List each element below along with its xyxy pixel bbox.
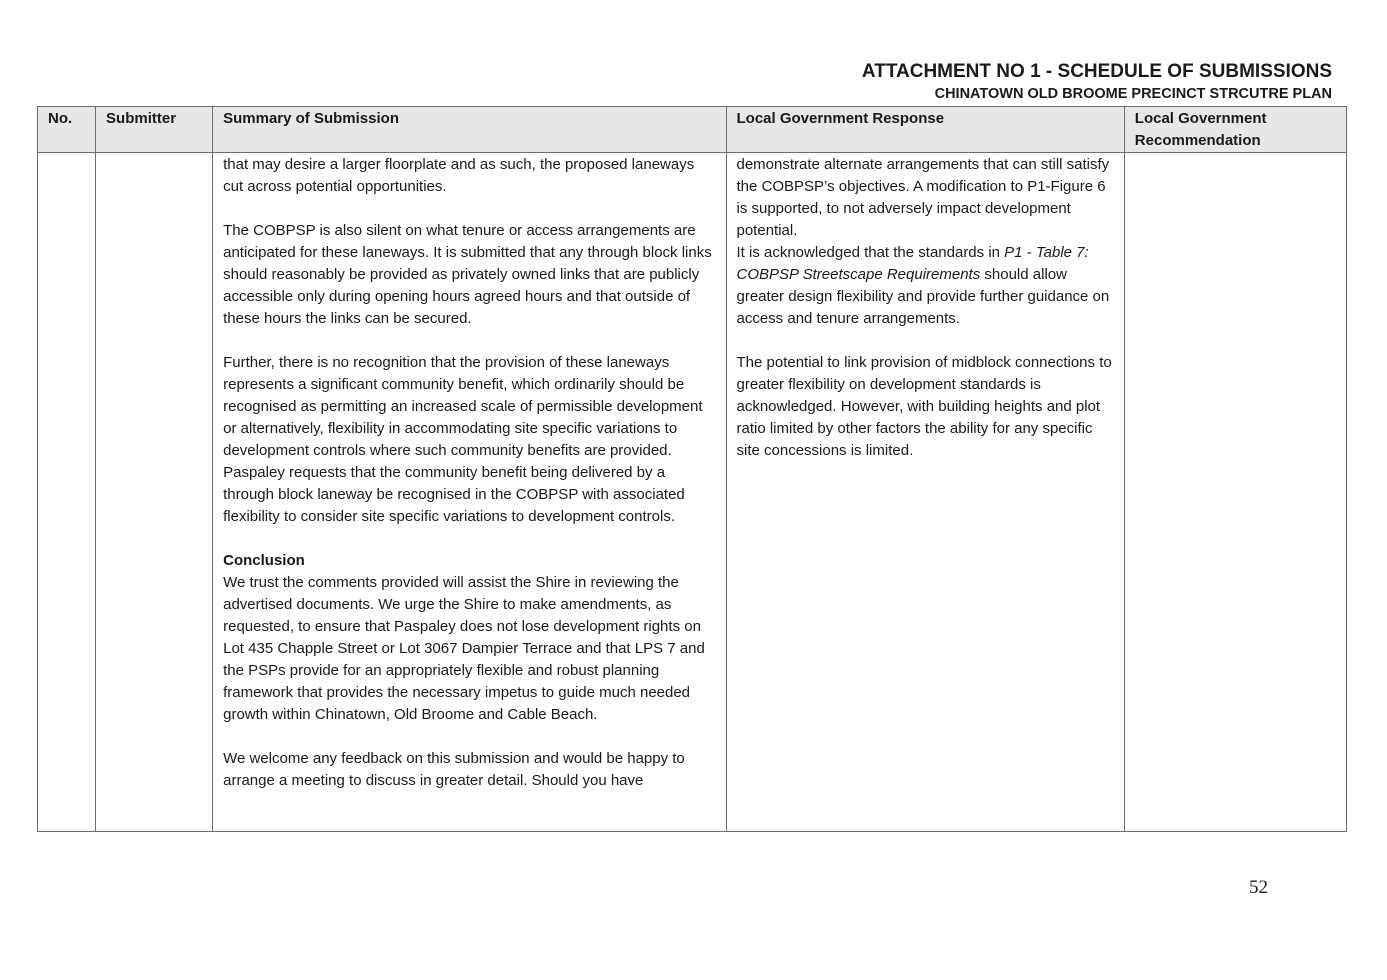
column-header-no: No. <box>38 107 96 153</box>
page-number: 52 <box>1249 877 1268 898</box>
response-text: It is acknowledged that the standards in <box>736 244 1005 261</box>
conclusion-heading: Conclusion <box>223 552 305 569</box>
document-title: ATTACHMENT NO 1 - SCHEDULE OF SUBMISSIONS <box>861 61 1332 82</box>
table-header-row <box>38 107 1347 153</box>
cell-submitter <box>96 153 213 832</box>
submissions-table <box>37 106 1347 832</box>
summary-paragraph: We trust the comments provided will assist the Shire in reviewing the advertised documents. We urge the Shire to make amendments, as requested, to ensure that Paspaley does not lose development rights on Lot 435 Chapple Street or Lot 3067 Dampier Terrace and that LPS 7 and the PSPs provide for an appropriately flexible and robust planning framework that provides the necessary impetus to guide much needed growth within Chinatown, Old Broome and Cable Beach. <box>223 574 705 723</box>
response-paragraph: demonstrate alternate arrangements that can still satisfy the COBPSP’s objectives. A modification to P1-Figure 6 is supported, to not adversely impact development potential. <box>736 156 1110 239</box>
summary-paragraph: Further, there is no recognition that the provision of these laneways represents a significant community benefit, which ordinarily should be recognised as permitting an increased scale of permissible development or alternatively, flexibility in accommodating site specific variations to development controls where such community benefits are provided. Paspaley requests that the community benefit being delivered by a through block laneway be recognised in the COBPSP with associated flexibility to consider site specific variations to development controls. <box>223 354 703 525</box>
response-paragraph: The potential to link provision of midblock connections to greater flexibility on development standards is acknowledged. However, with building heights and plot ratio limited by other factors the ability for any specific site concessions is limited. <box>736 354 1112 459</box>
cell-recommendation <box>1124 153 1346 832</box>
response-reference: P1 - Table 7: COBPSP Streetscape Requirements <box>736 244 1089 283</box>
column-header-submitter: Submitter <box>96 107 213 153</box>
cell-summary <box>213 153 726 832</box>
table-row <box>38 153 1347 832</box>
response-paragraph <box>737 242 1114 330</box>
document-title-block <box>862 60 1332 104</box>
cell-response <box>726 153 1124 832</box>
summary-paragraph: We welcome any feedback on this submission and would be happy to arrange a meeting to discuss in greater detail. Should you have <box>223 750 685 789</box>
document-subtitle: CHINATOWN OLD BROOME PRECINCT STRCUTRE PLAN <box>934 86 1332 102</box>
cell-no <box>38 153 96 832</box>
response-text: should allow greater design flexibility and provide further guidance on access and tenure arrangements. <box>736 266 1110 327</box>
column-header-summary: Summary of Submission <box>213 107 726 153</box>
summary-paragraph: that may desire a larger floorplate and as such, the proposed laneways cut across potential opportunities. <box>223 156 695 195</box>
column-header-response: Local Government Response <box>726 107 1124 153</box>
column-header-recommendation: Local Government Recommendation <box>1124 107 1346 153</box>
summary-paragraph: The COBPSP is also silent on what tenure or access arrangements are anticipated for these laneways. It is submitted that any through block links should reasonably be provided as privately owned links that are publicly accessible only during opening hours agreed hours and that outside of these hours the links can be secured. <box>223 222 712 327</box>
